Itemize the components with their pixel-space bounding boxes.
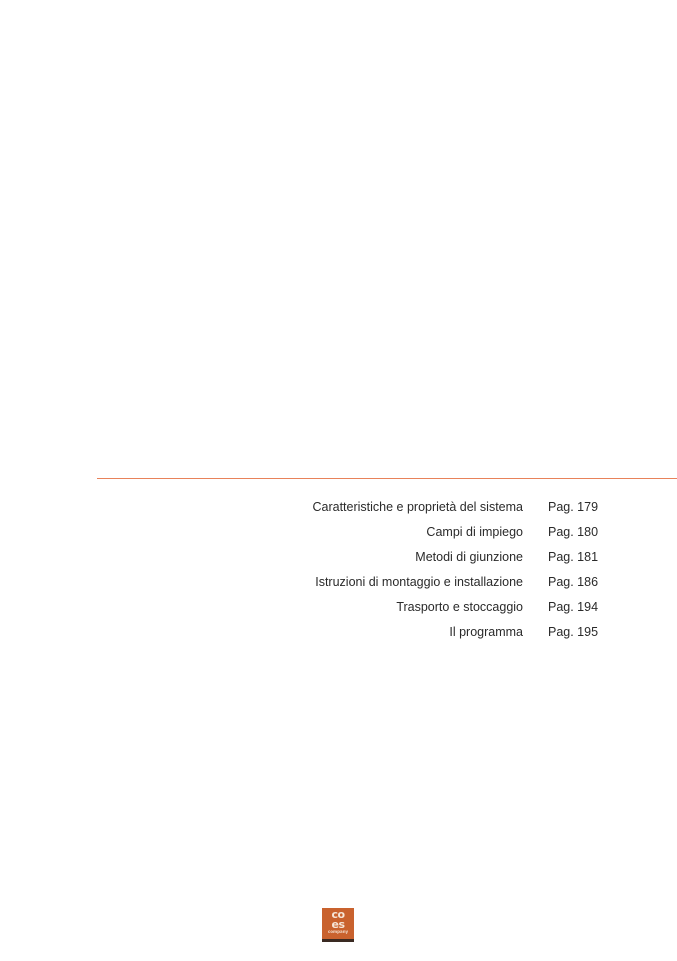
toc-entry[interactable] [0,496,677,521]
toc-entry[interactable] [0,571,677,596]
table-of-contents [0,496,677,646]
toc-entry-page: Pag. 186 [548,575,599,589]
toc-entry[interactable] [0,596,677,621]
toc-entry-title: Metodi di giunzione [415,550,523,564]
toc-entry-page: Pag. 180 [548,525,599,539]
logo-text-middle: es [331,918,345,931]
logo-text-bottom: company [327,929,349,934]
toc-entry-title: Campi di impiego [426,525,523,539]
toc-entry-title: Caratteristiche e proprietà del sistema [312,500,523,514]
toc-entry-page: Pag. 179 [548,500,599,514]
toc-entry-title: Il programma [449,625,523,639]
section-divider [97,478,677,479]
toc-entry-title: Trasporto e stoccaggio [396,600,523,614]
toc-entry[interactable] [0,546,677,571]
toc-entry-page: Pag. 194 [548,600,599,614]
toc-entry-page: Pag. 195 [548,625,599,639]
toc-entry-title: Istruzioni di montaggio e installazione [315,575,523,589]
toc-entry-page: Pag. 181 [548,550,599,564]
logo-text-top: co [331,908,345,921]
toc-entry[interactable] [0,621,677,646]
toc-entry[interactable] [0,521,677,546]
company-logo [322,908,354,942]
